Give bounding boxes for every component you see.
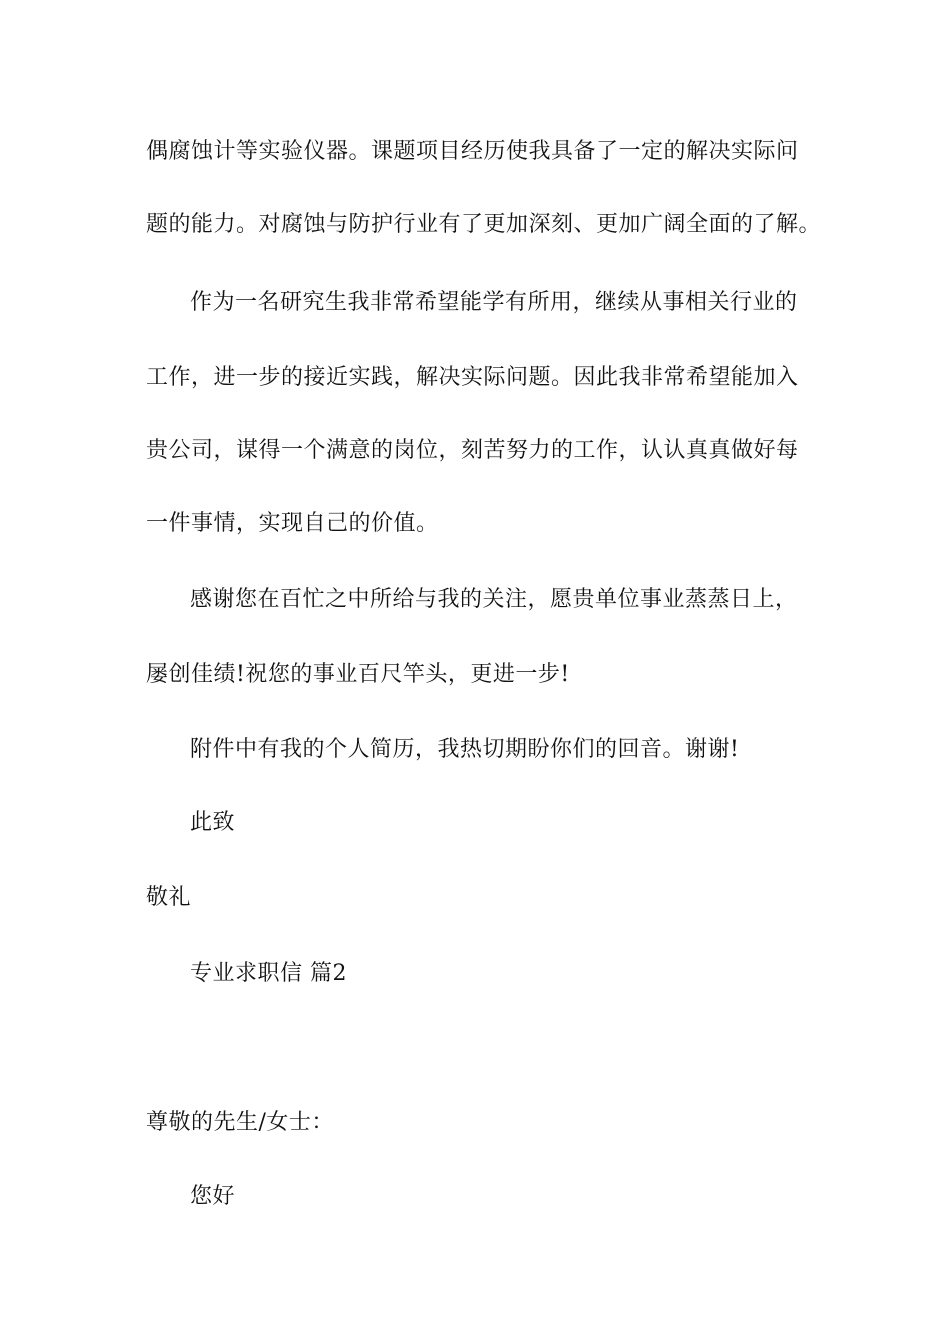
- paragraph-line: 附件中有我的个人简历，我热切期盼你们的回音。谢谢!: [190, 737, 740, 762]
- salutation-line: 敬礼: [146, 885, 192, 910]
- section-heading: 专业求职信 篇2: [190, 961, 347, 986]
- paragraph-line: 屡创佳绩!祝您的事业百尺竿头，更进一步!: [146, 662, 570, 687]
- closing-line: 此致: [190, 810, 236, 835]
- paragraph-line: 作为一名研究生我非常希望能学有所用，继续从事相关行业的: [190, 290, 798, 315]
- greeting-line: 您好: [190, 1184, 236, 1209]
- paragraph-line: 一件事情，实现自己的价值。: [146, 511, 439, 536]
- paragraph-line: 感谢您在百忙之中所给与我的关注，愿贵单位事业蒸蒸日上，: [190, 587, 798, 612]
- paragraph-line: 题的能力。对腐蚀与防护行业有了更加深刻、更加广阔全面的了解。: [146, 212, 822, 237]
- paragraph-line: 工作，进一步的接近实践，解决实际问题。因此我非常希望能加入: [146, 365, 799, 390]
- paragraph-line: 贵公司，谋得一个满意的岗位，刻苦努力的工作，认认真真做好每: [146, 438, 799, 463]
- greeting-line: 尊敬的先生/女士：: [146, 1110, 334, 1135]
- paragraph-line: 偶腐蚀计等实验仪器。课题项目经历使我具备了一定的解决实际问: [146, 139, 799, 164]
